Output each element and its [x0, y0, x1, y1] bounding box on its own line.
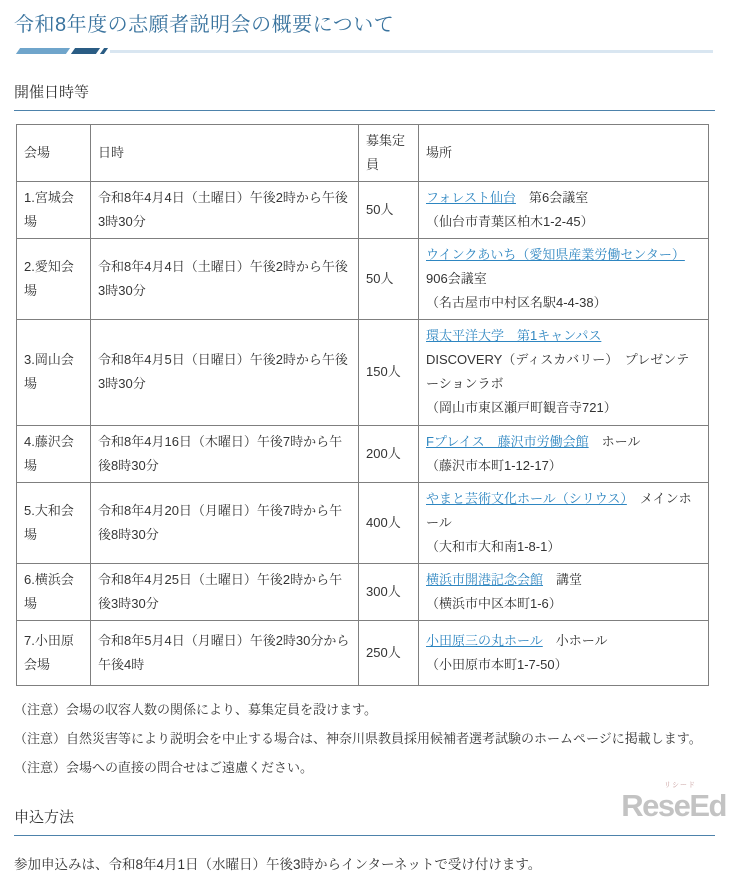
col-header-datetime: 日時: [91, 125, 359, 182]
section-heading-apply: 申込方法: [14, 806, 715, 836]
place-suffix: 小ホール: [542, 632, 608, 648]
capacity-cell: 50人: [359, 239, 419, 320]
table-header-row: [17, 125, 709, 182]
place-address-line: （岡山市東区瀬戸町観音寺721）: [426, 400, 617, 416]
col-header-venue: 会場: [17, 125, 91, 182]
venue-cell: 1.宮城会場: [17, 182, 91, 239]
place-cell: [419, 620, 709, 685]
reseed-logo: ReseEd: [621, 788, 726, 823]
venue-cell: 5.大和会場: [17, 482, 91, 563]
venue-link[interactable]: 小田原三の丸ホール: [426, 632, 543, 648]
place-address-line: （名古屋市中村区名駅4-4-38）: [426, 295, 607, 311]
table-row: [17, 425, 709, 482]
capacity-cell: 400人: [359, 482, 419, 563]
reseed-watermark: [621, 782, 726, 821]
accent-bar-segment: [71, 48, 100, 54]
place-cell: [419, 563, 709, 620]
venue-link[interactable]: 横浜市開港記念会館: [426, 571, 544, 587]
accent-bar-segment: [16, 48, 70, 54]
table-row: [17, 482, 709, 563]
apply-text: 参加申込みは、令和8年4月1日（水曜日）午後3時からインターネットで受け付けます。: [14, 857, 542, 873]
place-cell: [419, 320, 709, 425]
place-address-line: 906会議室: [426, 271, 487, 287]
venue-link[interactable]: ウインクあいち（愛知県産業労働センター）: [426, 247, 685, 263]
accent-bar-segment: [100, 48, 108, 54]
venue-link[interactable]: やまと芸術文化ホール（シリウス）: [426, 490, 627, 506]
place-address-line: （仙台市青葉区柏木1-2-45）: [426, 214, 594, 230]
page-title: 令和8年度の志願者説明会の概要について: [14, 14, 395, 36]
place-cell: [419, 482, 709, 563]
venue-cell: 6.横浜会場: [17, 563, 91, 620]
venue-link[interactable]: 環太平洋大学 第1キャンパス: [426, 328, 602, 344]
place-cell: [419, 182, 709, 239]
table-row: [17, 563, 709, 620]
venue-cell: 4.藤沢会場: [17, 425, 91, 482]
table-row: [17, 182, 709, 239]
reseed-ruby-label: リシード: [664, 782, 696, 789]
place-address-line: （藤沢市本町1-12-17）: [426, 457, 562, 473]
capacity-cell: 150人: [359, 320, 419, 425]
datetime-cell: 令和8年4月25日（土曜日）午後2時から午後3時30分: [91, 563, 359, 620]
place-suffix: ホール: [588, 433, 641, 449]
place-cell: [419, 425, 709, 482]
title-accent-bar: [18, 48, 713, 54]
place-address-line: （小田原市本町1-7-50）: [426, 656, 568, 672]
venue-cell: 2.愛知会場: [17, 239, 91, 320]
place-suffix: メインホール: [426, 490, 692, 530]
place-suffix: 第6会議室: [515, 190, 589, 206]
capacity-cell: 250人: [359, 620, 419, 685]
capacity-cell: 50人: [359, 182, 419, 239]
place-address-line: （大和市大和南1-8-1）: [426, 538, 561, 554]
datetime-cell: 令和8年5月4日（月曜日）午後2時30分から午後4時: [91, 620, 359, 685]
datetime-cell: 令和8年4月4日（土曜日）午後2時から午後3時30分: [91, 182, 359, 239]
datetime-cell: 令和8年4月16日（木曜日）午後7時から午後8時30分: [91, 425, 359, 482]
schedule-table: [16, 124, 709, 686]
caution-note: （注意）会場への直接の問合せはご遠慮ください。: [14, 760, 314, 776]
capacity-cell: 200人: [359, 425, 419, 482]
datetime-cell: 令和8年4月20日（月曜日）午後7時から午後8時30分: [91, 482, 359, 563]
col-header-capacity: 募集定員: [359, 125, 419, 182]
section-heading-schedule: 開催日時等: [14, 81, 715, 111]
caution-note: （注意）会場の収容人数の関係により、募集定員を設けます。: [14, 701, 377, 717]
datetime-cell: 令和8年4月4日（土曜日）午後2時から午後3時30分: [91, 239, 359, 320]
table-row: [17, 620, 709, 685]
place-suffix: 講堂: [543, 571, 583, 587]
capacity-cell: 300人: [359, 563, 419, 620]
table-row: [17, 320, 709, 425]
apply-section: [14, 806, 715, 873]
accent-bar-line: [110, 50, 713, 53]
venue-link[interactable]: Fプレイス 藤沢市労働会館: [426, 433, 589, 449]
table-row: [17, 239, 709, 320]
col-header-place: 場所: [419, 125, 709, 182]
caution-note: （注意）自然災害等により説明会を中止する場合は、神奈川県教員採用候補者選考試験のホームページに掲載します。: [14, 731, 702, 747]
caution-notes: [14, 701, 715, 778]
venue-link[interactable]: フォレスト仙台: [426, 190, 516, 206]
place-cell: [419, 239, 709, 320]
datetime-cell: 令和8年4月5日（日曜日）午後2時から午後3時30分: [91, 320, 359, 425]
venue-cell: 3.岡山会場: [17, 320, 91, 425]
venue-cell: 7.小田原会場: [17, 620, 91, 685]
place-address-line: DISCOVERY（ディスカバリー） プレゼンテーションラボ: [426, 352, 690, 392]
place-address-line: （横浜市中区本町1-6）: [426, 595, 562, 611]
